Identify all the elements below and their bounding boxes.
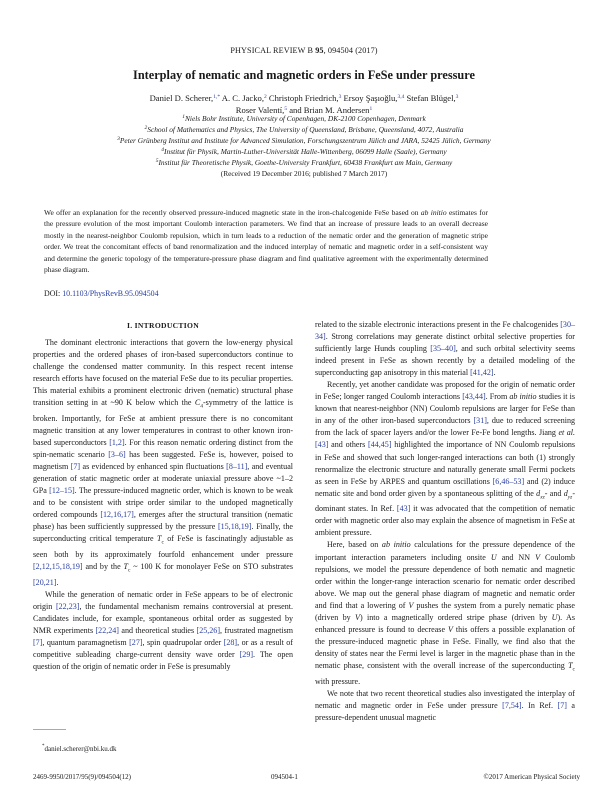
citation-link[interactable]: [22,23] [55,601,80,611]
journal-name: PHYSICAL REVIEW B [230,46,316,55]
citation-link[interactable]: [15,18,19] [217,522,252,532]
affiliation-text: School of Mathematics and Physics, The University of Queensland, Brisbane, Queensland, 4072, Australia [147,125,464,134]
author: Stefan Blügel, [404,93,456,103]
section-heading: I. INTRODUCTION [126,321,199,330]
citation-link[interactable]: [7,54] [502,700,522,710]
author-affiliation-mark[interactable]: 1 [369,106,373,112]
paper-title: Interplay of nematic and magnetic orders in FeSe under pressure [133,68,475,82]
citation-link[interactable]: [7] [557,700,567,710]
affiliation-number: 1 [182,114,185,120]
citation-link[interactable]: [44,45] [368,440,392,450]
paragraph: The dominant electronic interactions that govern the low-energy physical properties and the ordered phases of iron-based superconductors continue to challenge the condensed matter community. In this respect recent intense research efforts have focused on the material FeSe due to its peculiar properties. This material exhibits a prominent electronic driven (nematic) structural phase transition setting in at ~90 K below which the $C_4$-symmetry of the lattice is broken. Importantly, for FeSe at ambient pressure there is no concomitant magnetic transition at any lower temperatures in contrast to other known iron-based superconductors [1,2]. For this reason nematic ordering distinct from the spin-nematic scenario [3–6] has been suggested. FeSe is, however, poised to magnetism [7] as evidenced by enhanced spin fluctuations [8–11], and eventual generation of static magnetic order at moderate uniaxial pressure above ~1–2 GPa [12–15]. The pressure-induced magnetic order, which is known to be weak and to be consistent with stripe order similar to the undoped magnetically ordered compounds [12,16,17], emerges after the structural transition (nematic phase) has been sufficiently suppressed by the pressure [15,18,19]. Finally, the superconducting critical temperature $T_c$ of FeSe is fascinatingly adjustable as seen both by its approximately fourfold enhancement under pressure [2,12,15,18,19] and by the $T_c$ ~ 100 K for monolayer FeSe on STO substrates [20,21]. [33,338,294,587]
citation-link[interactable]: [7] [70,462,81,472]
journal-article-info: , 094504 (2017) [323,46,378,55]
paragraph: While the generation of nematic order in FeSe appears to be of electronic origin [22,23], the fundamental mechanism remains controversial at present. Candidates include, for example, spontaneous orbital order as suggested by NMR experiments [22,24] and theoretical studies [25,26], frustrated magnetism [7], quantum paramagnetism [27], spin quadrupolar order [28], or as a result of competitive subleading charge-current density wave order [29]. The open question of the origin of nematic order in FeSe is presumably [33,589,294,672]
citation-link[interactable]: [1,2] [109,438,125,448]
author-affiliation-mark[interactable]: 1,* [213,94,221,100]
citation-link[interactable]: [29] [239,650,254,660]
left-column [33,319,293,673]
paragraph: Recently, yet another candidate was proposed for the origin of nematic order in FeSe; longer ranged Coulomb interactions [43,44]. From ab initio studies it is known that nearest-neighbor (NN) Coulomb repulsions are larger for FeSe than in any of the other iron-based superconductors [31], due to reduced screening from the lack of spacer layers and/or the lower Fe-Fe bond lengths. Jiang et al. [43] and others [44,45] highlighted the importance of NN Coulomb repulsions in FeSe and showed that such longer-ranged interactions can both (1) strongly renormalize the electronic structure and naturally generate small Fermi pockets as seen in FeSe by ARPES and quantum oscillations [6,46–53] and (2) induce nematic site and bond order given by a spontaneous splitting of the $d_{xz}-$ and $d_{yz}$-dominant states. In Ref. [43] it was advocated that the competition of nematic order with magnetic order also may explain the absence of magnetism in FeSe at ambient pressure. [315,380,576,538]
citation-link[interactable]: [41,42] [470,368,494,378]
affiliation [0,135,608,146]
doi-link[interactable]: 10.1103/PhysRevB.95.094504 [62,289,159,298]
citation-link[interactable]: [20,21] [33,577,57,587]
paragraph: Here, based on ab initio calculations for the pressure dependence of the important interaction parameters including onsite U and NN V Coulomb repulsions, we model the pressure dependence of both nematic and magnetic order within the longer-range interaction scenario for nematic order described above. We map out the general phase diagram of magnetic and nematic order and find that a lowering of V pushes the system from a purely nematic phase (driven by V) into a magnetically ordered stripe phase (driven by U). As enhanced pressure is found to decrease V this offers a possible explanation of the pressure-induced magnetic phase in FeSe. Finally, we find also that the density of states near the Fermi level is larger in the magnetic phase than in the nematic phase, consistent with the overall increase of the superconducting $T_c$ with pressure. [315,540,575,686]
citation-link[interactable]: [6,46–53] [492,476,525,486]
affiliation-number: 2 [144,125,148,131]
citation-link[interactable]: [43,44] [462,392,486,402]
citation-link[interactable]: [8–11] [226,462,248,472]
author: Christoph Friedrich, [266,93,339,103]
citation-link[interactable]: [12,16,17] [100,510,134,520]
author-affiliation-mark[interactable]: 5 [284,106,288,112]
doi-label: DOI: [44,289,63,298]
abstract-italic: ab initio [420,208,447,217]
journal-volume: 95 [315,46,324,55]
citation-link[interactable]: [31] [473,416,487,426]
abstract-text: We offer an explanation for the recently observed pressure-induced magnetic state in the iron-chalcogenide FeSe based on [44,208,421,217]
author: A. C. Jacko, [220,93,264,103]
citation-link[interactable]: [30–34] [315,320,575,342]
citation-link[interactable]: [3–6] [108,450,126,460]
footnote-divider [33,729,66,730]
citation-link[interactable]: [27] [129,638,143,647]
author: and Brian M. Andersen [287,105,370,115]
affiliation-list [0,113,608,179]
doi [44,289,159,298]
citation-link[interactable]: [12–15] [49,486,75,496]
citation-link[interactable]: [35–40] [430,344,456,354]
abstract [44,207,488,275]
affiliation [0,113,608,124]
affiliation-text: Institut für Physik, Martin-Luther-Universität Halle-Wittenberg, 06099 Halle (Saale), Germany [164,147,447,156]
citation-link[interactable]: [43] [315,440,329,450]
affiliation-number: 3 [117,136,120,142]
footer-page-number: 094504-1 [271,773,298,781]
citation-link[interactable]: [28] [223,638,238,647]
affiliation-number: 5 [155,158,159,164]
citation-link[interactable]: [2,12,15,18,19] [33,562,83,572]
paragraph: We note that two recent theoretical studies also investigated the interplay of nematic and magnetic order in FeSe under pressure [7,54]. In Ref. [7] a pressure-dependent unusual magnetic [315,688,575,722]
author: Ersoy Şaşıoğlu, [341,93,398,103]
abstract-text: estimates for the pressure evolution of the most important Coulomb interaction parameters. We find that an increase of pressure leads to an overall decrease mostly in the nearest-neighbor Coulomb repulsion, which in turn leads to a reduction of the nematic order and the generation of magnetic stripe order. We treat the concomitant effects of band renormalization and the induced interplay of nematic and magnetic order in a self-consistent way and determine the generic topology of the temperature-pressure phase diagram and find qualitative agreement with the experimentally determined phase diagram. [44,208,489,275]
affiliation-text: Peter Grünberg Institut and Institute for Advanced Simulation, Forschungszentrum Jülich and JARA, 52425 Jülich, Germany [119,136,491,145]
footnote [42,745,116,753]
paragraph: related to the sizable electronic interactions present in the Fe chalcogenides [30–34]. Strong correlations may generate distinct orbital selective properties for sufficiently large Hunds coupling [35–40], and such orbital selectivity seems indeed present in FeSe as shown recently by a detailed modeling of the superconducting gap anisotropy in this material [41,42]. [315,320,575,378]
right-column [315,319,575,724]
author-affiliation-mark[interactable]: 2 [263,94,267,100]
affiliation [0,124,608,135]
citation-link[interactable]: [43] [396,504,411,514]
affiliation-text: Institut für Theoretische Physik, Goethe-University Frankfurt, 60438 Frankfurt am Main, Germany [158,158,453,167]
footnote-mark: * [42,744,45,749]
citation-link[interactable]: [7] [33,638,43,647]
affiliation [0,157,608,168]
citation-link[interactable]: [22,24] [95,625,119,635]
author-email-link[interactable]: daniel.scherer@nbi.ku.dk [44,745,117,753]
footer-copyright: ©2017 American Physical Society [483,773,580,781]
citation-link[interactable]: [25,26] [196,625,221,635]
affiliation-number: 4 [161,147,165,153]
footer-issn: 2469-9950/2017/95(9)/094504(12) [33,773,131,781]
author: Roser Valentí, [235,105,285,115]
author-affiliation-mark[interactable]: 3,4 [397,94,405,100]
affiliation-text: Niels Bohr Institute, University of Copenhagen, DK-2100 Copenhagen, Denmark [184,114,426,123]
journal-header [0,46,608,55]
author: Daniel D. Scherer, [149,93,214,103]
affiliation [0,146,608,157]
received-date: (Received 19 December 2016; published 7 March 2017) [220,169,388,178]
author-affiliation-mark[interactable]: 3 [455,94,459,100]
author-affiliation-mark[interactable]: 3 [338,94,342,100]
